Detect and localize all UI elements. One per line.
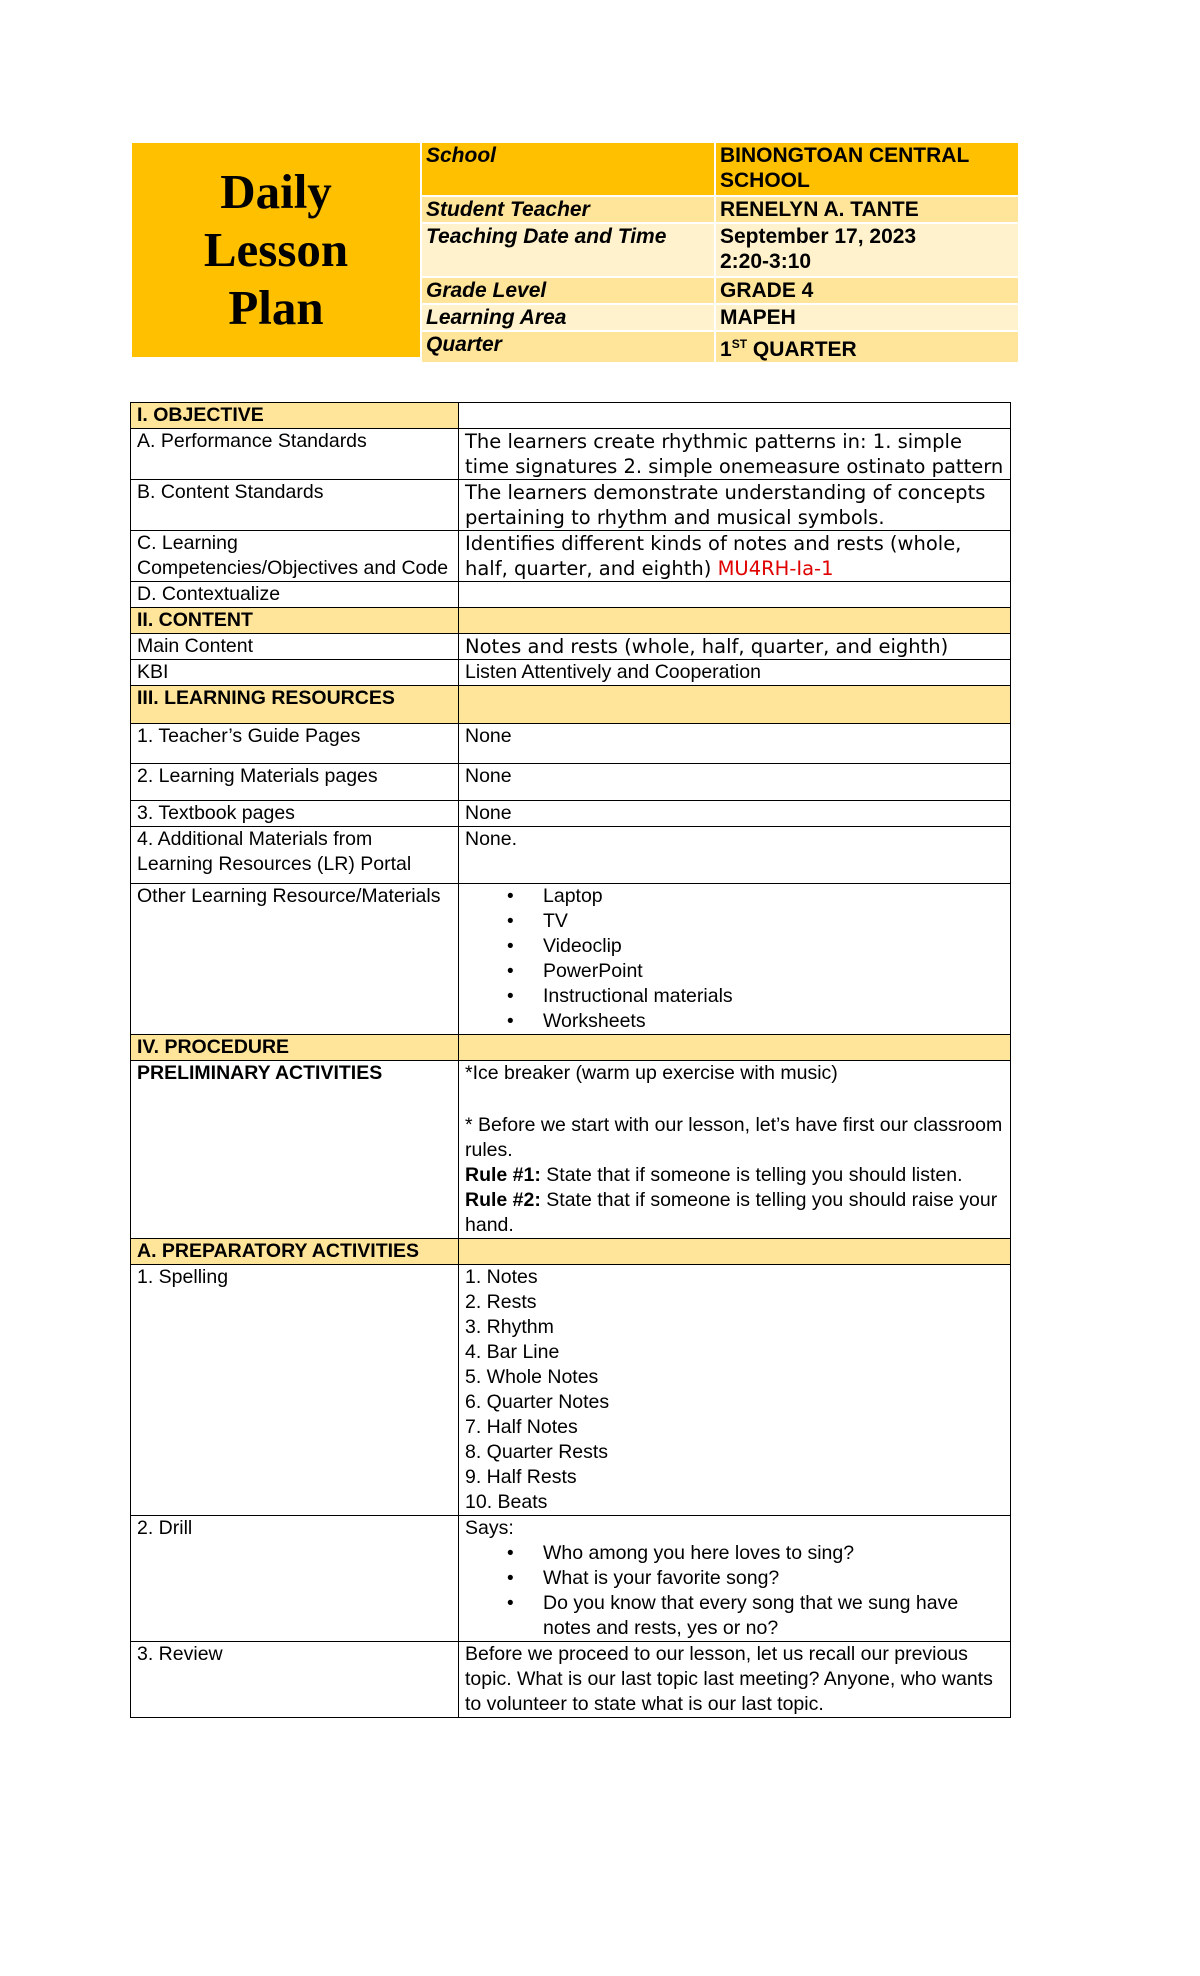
row-value: The learners create rhythmic patterns in: 1. simple time signatures 2. simple onemeasure ostinato pattern	[459, 429, 1011, 480]
table-row	[131, 827, 1011, 884]
row-label: A. Performance Standards	[131, 429, 459, 480]
list-item: 3. Rhythm	[465, 1316, 554, 1338]
list-item: 9. Half Rests	[465, 1466, 577, 1488]
row-value: The learners demonstrate understanding of concepts pertaining to rhythm and musical symbols.	[459, 480, 1011, 531]
row-value: *Ice breaker (warm up exercise with music) * Before we start with our lesson, let’s have first our classroom rules. Rule #1: State that if someone is telling you should listen. Rule #2: State that if someone is telling you should raise your hand.	[459, 1061, 1011, 1239]
header-title-block	[132, 143, 420, 357]
header-label: Quarter	[422, 332, 714, 362]
header-info-grid	[422, 143, 1018, 364]
table-row	[131, 764, 1011, 801]
list-item: 4. Bar Line	[465, 1341, 560, 1363]
header-row-grade	[422, 278, 1018, 303]
table-row	[131, 660, 1011, 686]
row-label: Main Content	[131, 634, 459, 660]
list-item: 6. Quarter Notes	[465, 1391, 610, 1413]
list-item: • Laptop	[543, 884, 1004, 909]
list-item: • Worksheets	[543, 1009, 1004, 1034]
section-resources	[131, 686, 1011, 724]
row-label: B. Content Standards	[131, 480, 459, 531]
list-item: • PowerPoint	[543, 959, 1004, 984]
table-row	[131, 1061, 1011, 1239]
row-label: 2. Learning Materials pages	[131, 764, 459, 801]
section-preparatory	[131, 1239, 1011, 1265]
list-item: 10. Beats	[465, 1491, 548, 1513]
row-label: PRELIMINARY ACTIVITIES	[131, 1061, 459, 1239]
header-value: BINONGTOAN CENTRAL SCHOOL	[716, 143, 1018, 195]
section-heading: A. PREPARATORY ACTIVITIES	[131, 1239, 459, 1265]
lesson-plan-table	[130, 402, 1011, 1718]
list-item: • TV	[543, 909, 1004, 934]
row-value: Identifies different kinds of notes and rests (whole, half, quarter, and eighth) MU4RH-Ia-1	[459, 531, 1011, 582]
competency-code: MU4RH-Ia-1	[717, 557, 834, 580]
section-procedure	[131, 1035, 1011, 1061]
row-value: None	[459, 724, 1011, 764]
header-row-date	[422, 224, 1018, 276]
table-row	[131, 582, 1011, 608]
list-item: • Instructional materials	[543, 984, 1004, 1009]
row-label: D. Contextualize	[131, 582, 459, 608]
table-row	[131, 1265, 1011, 1516]
list-item: 2. Rests	[465, 1291, 537, 1313]
list-item: • What is your favorite song?	[543, 1566, 1004, 1591]
header-row-quarter	[422, 332, 1018, 362]
table-row	[131, 429, 1011, 480]
row-label: 3. Review	[131, 1642, 459, 1718]
list-item: 5. Whole Notes	[465, 1366, 599, 1388]
header-label: Learning Area	[422, 305, 714, 330]
header-label: Grade Level	[422, 278, 714, 303]
header-value: RENELYN A. TANTE	[716, 197, 1018, 222]
section-objective	[131, 403, 1011, 429]
row-label: C. Learning Competencies/Objectives and Code	[131, 531, 459, 582]
section-heading: IV. PROCEDURE	[131, 1035, 459, 1061]
table-row	[131, 1642, 1011, 1718]
header-row-school	[422, 143, 1018, 195]
list-item: • Who among you here loves to sing?	[543, 1541, 1004, 1566]
row-label: KBI	[131, 660, 459, 686]
header-row-teacher	[422, 197, 1018, 222]
row-label: 2. Drill	[131, 1516, 459, 1642]
row-label: 1. Teacher’s Guide Pages	[131, 724, 459, 764]
row-value: Listen Attentively and Cooperation	[459, 660, 1011, 686]
row-value: Before we proceed to our lesson, let us recall our previous topic. What is our last topic last meeting? Anyone, who wants to volunteer to state what is our last topic.	[459, 1642, 1011, 1718]
row-value	[459, 1265, 1011, 1516]
header-row-area	[422, 305, 1018, 330]
page-title: Daily Lesson Plan	[203, 164, 349, 335]
row-value: None.	[459, 827, 1011, 884]
header-label: School	[422, 143, 714, 195]
section-content	[131, 608, 1011, 634]
row-label: 1. Spelling	[131, 1265, 459, 1516]
table-row	[131, 480, 1011, 531]
table-row	[131, 634, 1011, 660]
header-value: MAPEH	[716, 305, 1018, 330]
table-row	[131, 724, 1011, 764]
lesson-plan-header	[132, 143, 1018, 361]
table-row	[131, 531, 1011, 582]
table-row	[131, 884, 1011, 1035]
header-label: Student Teacher	[422, 197, 714, 222]
materials-list	[465, 884, 1004, 1034]
row-value: None	[459, 801, 1011, 827]
row-value: None	[459, 764, 1011, 801]
list-item: 7. Half Notes	[465, 1416, 578, 1438]
section-heading: II. CONTENT	[131, 608, 459, 634]
row-value: Says: • Who among you here loves to sing? • What is your favorite song? • Do you know that every song that we sung have notes and rests, yes or no?	[459, 1516, 1011, 1642]
row-value	[459, 884, 1011, 1035]
header-value: 1ST QUARTER	[716, 332, 1018, 362]
list-item: 8. Quarter Rests	[465, 1441, 609, 1463]
header-value: September 17, 2023 2:20-3:10	[716, 224, 1018, 276]
drill-questions	[465, 1541, 1004, 1641]
row-value: Notes and rests (whole, half, quarter, and eighth)	[459, 634, 1011, 660]
list-item: • Videoclip	[543, 934, 1004, 959]
row-label: Other Learning Resource/Materials	[131, 884, 459, 1035]
row-label: 4. Additional Materials from Learning Resources (LR) Portal	[131, 827, 459, 884]
list-item: • Do you know that every song that we sung have notes and rests, yes or no?	[543, 1591, 1004, 1641]
list-item: 1. Notes	[465, 1266, 538, 1288]
header-value: GRADE 4	[716, 278, 1018, 303]
row-label: 3. Textbook pages	[131, 801, 459, 827]
header-label: Teaching Date and Time	[422, 224, 714, 276]
table-row	[131, 1516, 1011, 1642]
row-value	[459, 582, 1011, 608]
table-row	[131, 801, 1011, 827]
section-heading: III. LEARNING RESOURCES	[131, 686, 459, 724]
section-heading: I. OBJECTIVE	[131, 403, 459, 429]
